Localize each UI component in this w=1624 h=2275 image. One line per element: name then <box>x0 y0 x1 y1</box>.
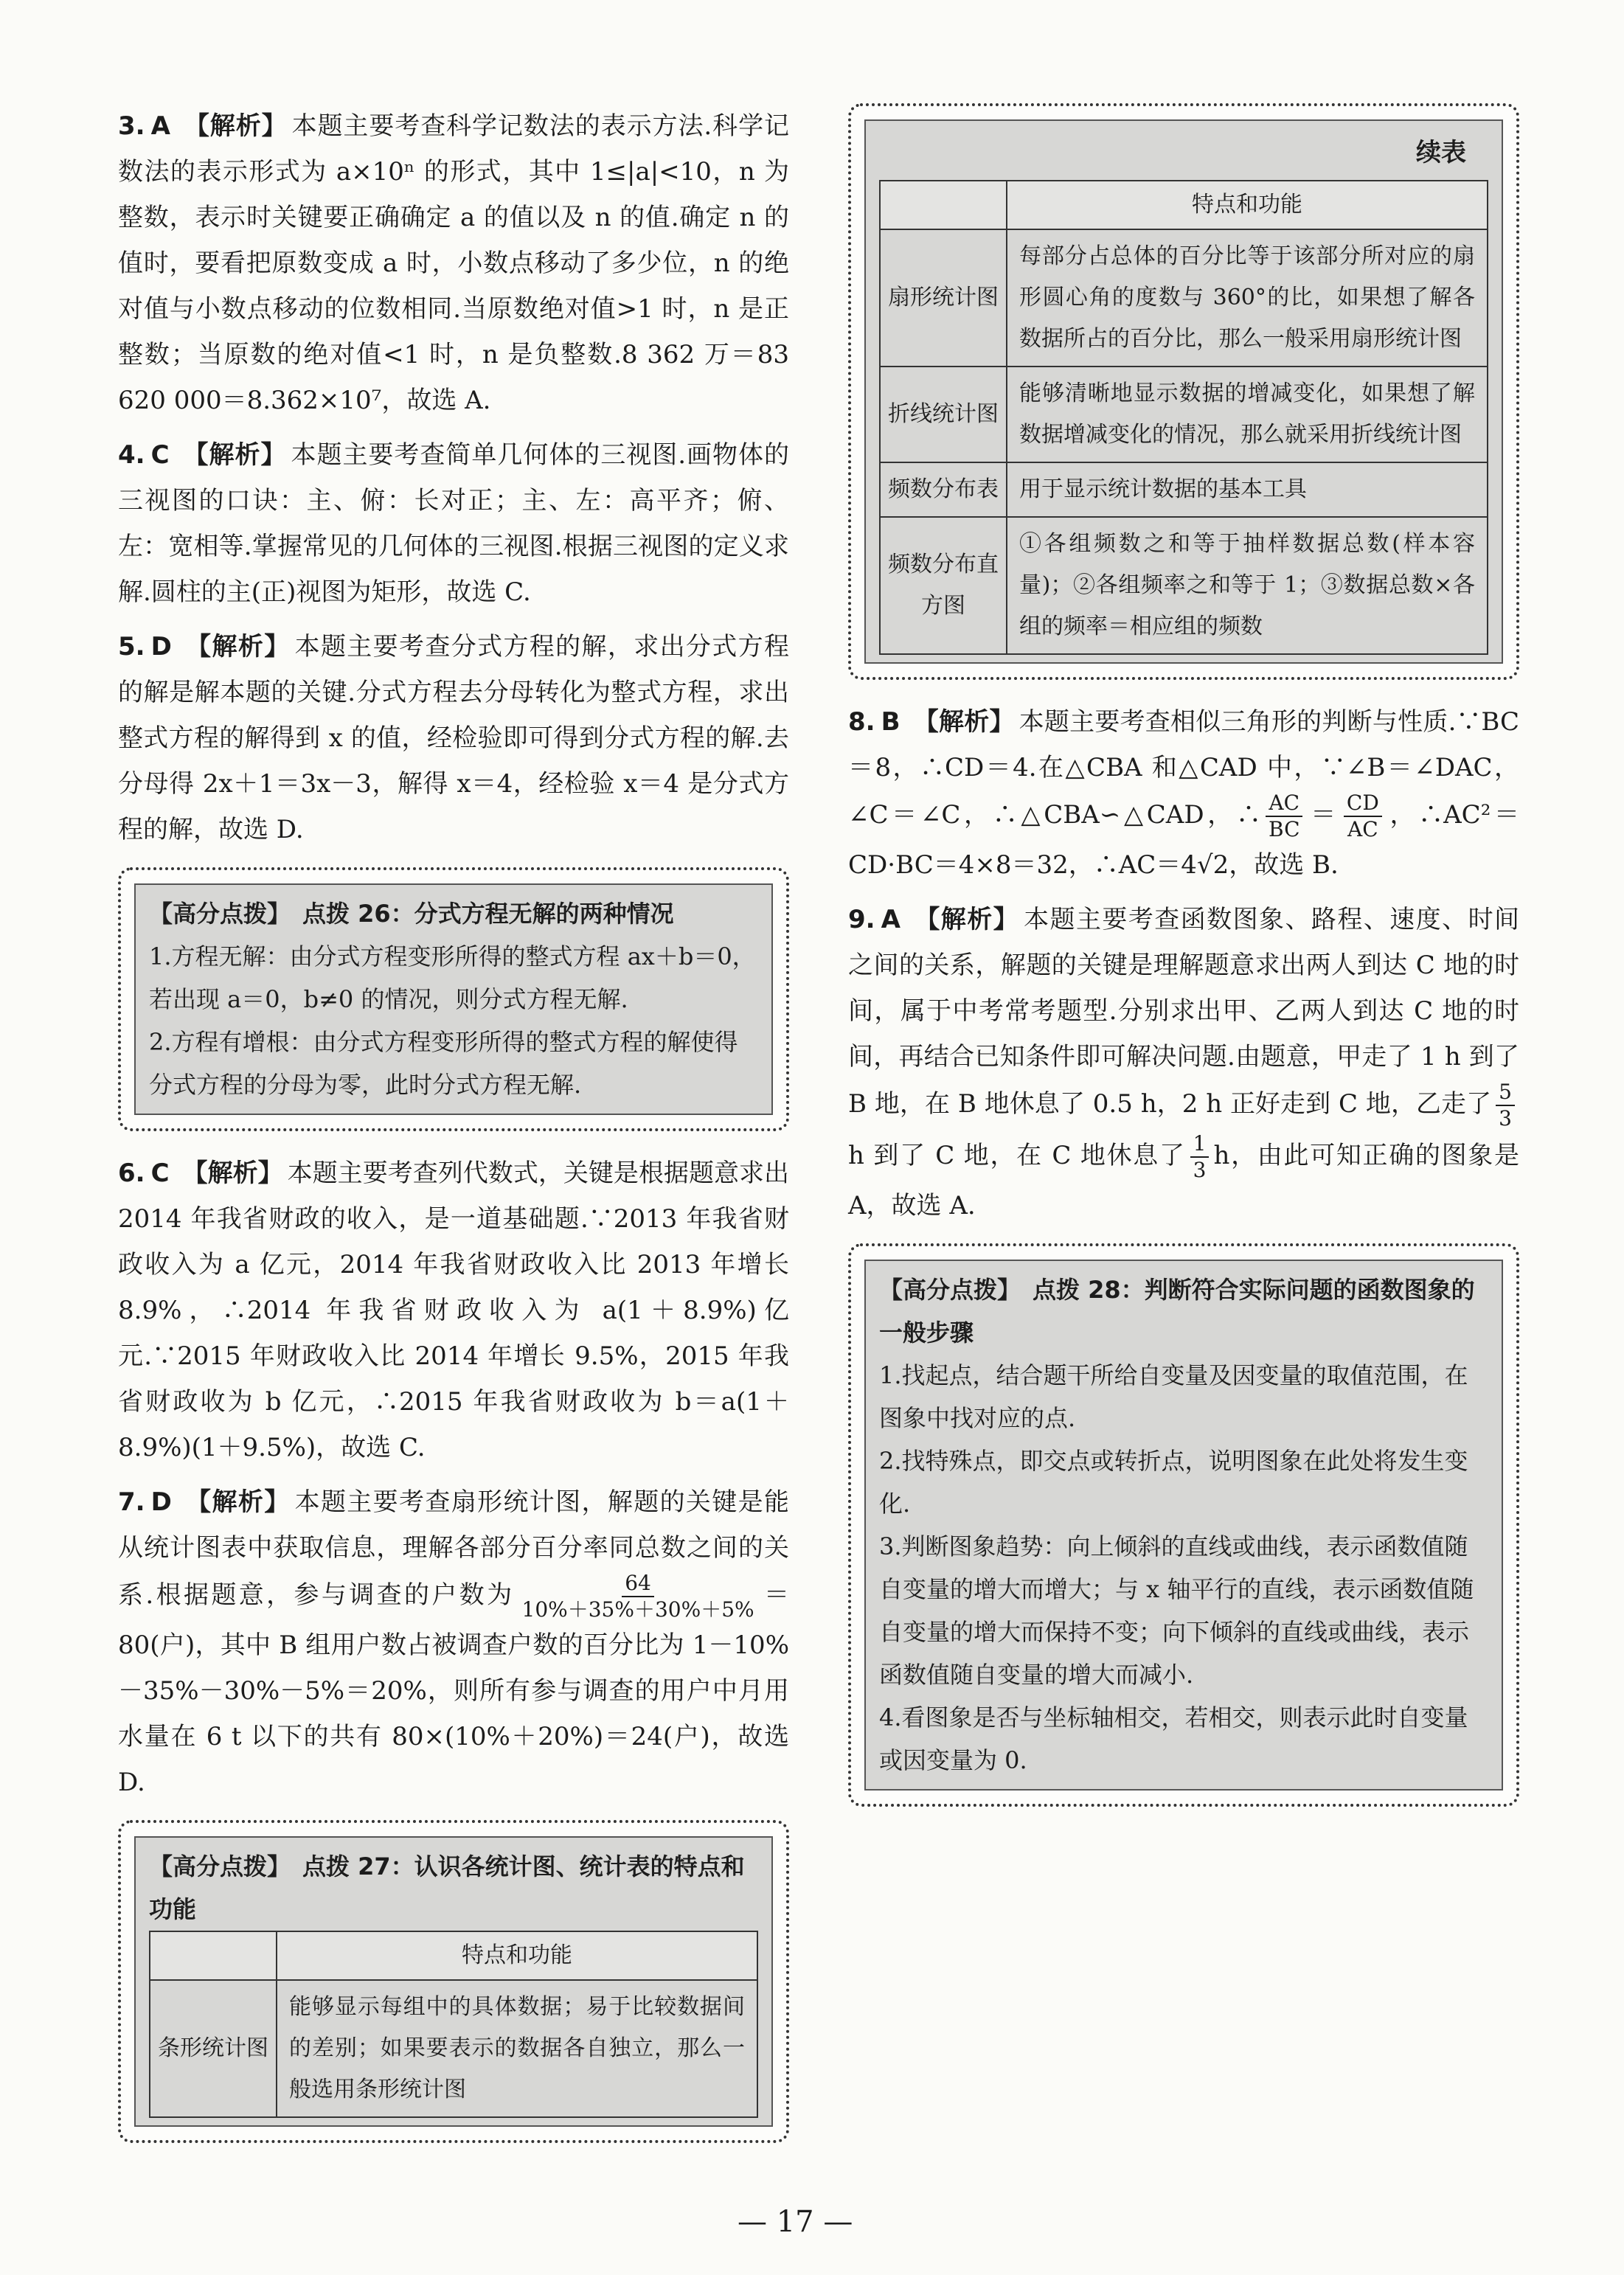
table-corner <box>150 1931 277 1980</box>
row-value: 用于显示统计数据的基本工具 <box>1007 462 1488 517</box>
left-column <box>118 103 789 2162</box>
tip-line: 1.找起点，结合题干所给自变量及因变量的取值范围，在图象中找对应的点. <box>879 1361 1468 1432</box>
fraction-denominator: BC <box>1268 817 1300 841</box>
answer-choice: A <box>150 111 170 141</box>
tip-content <box>864 119 1503 664</box>
stats-table <box>879 180 1488 655</box>
analysis-tag: 【解析】 <box>913 905 1020 934</box>
tip-box-28 <box>848 1243 1519 1807</box>
fraction-numerator: 64 <box>622 1571 654 1597</box>
row-value: 能够清晰地显示数据的增减变化，如果想了解数据增减变化的情况，那么就采用折线统计图 <box>1007 367 1488 462</box>
analysis-text: h 到了 C 地，在 C 地休息了 <box>848 1141 1186 1170</box>
right-column <box>848 103 1519 1826</box>
answer-8 <box>848 699 1519 888</box>
row-value: 能够显示每组中的具体数据；易于比较数据间的差别；如果要表示的数据各自独立，那么一般选用条形统计图 <box>277 1980 757 2117</box>
question-number: 7. <box>118 1487 145 1517</box>
answer-5 <box>118 624 789 852</box>
analysis-tag: 【解析】 <box>913 707 1015 737</box>
analysis-tag: 【解析】 <box>184 632 291 661</box>
answer-choice: D <box>150 1487 172 1517</box>
table-row <box>880 517 1488 654</box>
tip-line: 4.看图象是否与坐标轴相交，若相交，则表示此时自变量或因变量为 0. <box>879 1703 1468 1774</box>
analysis-tag: 【解析】 <box>182 1159 283 1188</box>
question-number: 4. <box>118 440 145 470</box>
tip-line: 3.判断图象趋势：向上倾斜的直线或曲线，表示函数值随自变量的增大而增大；与 x 轴平行的直线，表示函数值随自变量的增大而保持不变；向下倾斜的直线或曲线，表示函数值随自变量的增大而减小. <box>879 1532 1474 1689</box>
tip-line: 2.方程有增根：由分式方程变形所得的整式方程的解使得分式方程的分母为零，此时分式方程无解. <box>149 1028 738 1099</box>
answer-choice: A <box>881 905 901 934</box>
fraction-denominator: AC <box>1347 817 1378 841</box>
row-key: 折线统计图 <box>880 367 1007 462</box>
answer-choice: C <box>150 440 170 470</box>
fraction-numerator: 5 <box>1496 1080 1515 1106</box>
row-key: 频数分布表 <box>880 462 1007 517</box>
analysis-text: 本题主要考查科学记数法的表示方法.科学记数法的表示形式为 a×10ⁿ 的形式，其中 1≤|a|<10，n 为整数，表示时关键要正确确定 a 的值以及 n 的值.确定 n 的值时，要看把原数变成 a 时，小数点移动了多少位，n 的绝对值与小数点移动的位数相同.当原数绝对值>1 时，n 是正整数；当原数的绝对值<1 时，n 是负整数.8 362 万＝83 620 000＝8.362×10⁷，故选 A. <box>118 111 790 415</box>
table-col-header: 特点和功能 <box>277 1931 757 1980</box>
row-key: 扇形统计图 <box>880 229 1007 367</box>
table-corner <box>880 181 1007 229</box>
row-key: 频数分布直方图 <box>880 517 1007 654</box>
table-row <box>880 367 1488 462</box>
answer-choice: B <box>881 707 901 737</box>
fraction <box>519 1571 757 1622</box>
tip-box-27 <box>118 1820 789 2143</box>
answer-6 <box>118 1150 789 1470</box>
table-row <box>150 1980 757 2117</box>
fraction-numerator: AC <box>1266 791 1302 817</box>
analysis-text: 本题主要考查简单几何体的三视图.画物体的三视图的口诀：主、俯：长对正；主、左：高平齐；俯、左：宽相等.掌握常见的几何体的三视图.根据三视图的定义求解.圆柱的主(正)视图为矩形，故选 C. <box>118 440 790 607</box>
fraction <box>1190 1131 1210 1183</box>
answer-3 <box>118 103 789 423</box>
answer-7 <box>118 1479 789 1805</box>
tip-line: 1.方程无解：由分式方程变形所得的整式方程 ax＋b＝0，若出现 a＝0，b≠0 的情况，则分式方程无解. <box>149 942 756 1013</box>
row-value: 每部分占总体的百分比等于该部分所对应的扇形圆心角的度数与 360°的比，如果想了解各数据所占的百分比，那么一般采用扇形统计图 <box>1007 229 1488 367</box>
analysis-text: 本题主要考查函数图象、路程、速度、时间之间的关系，解题的关键是理解题意求出两人到达 C 地的时间，属于中考常考题型.分别求出甲、乙两人到达 C 地的时间，再结合已知条件即可解决问题.由题意，甲走了 1 h 到了 B 地，在 B 地休息了 0.5 h，2 h 正好走到 C 地，乙走了 <box>848 905 1520 1119</box>
tip-content <box>134 883 773 1115</box>
fraction <box>1266 791 1303 842</box>
fraction-numerator: CD <box>1344 791 1382 817</box>
question-number: 6. <box>118 1159 145 1188</box>
analysis-tag: 【解析】 <box>182 440 287 470</box>
fraction <box>1344 791 1382 842</box>
analysis-text: h，由此可知正确的图象是 A，故选 A. <box>848 1141 1519 1220</box>
analysis-text: ＝80(户)，其中 B 组用户数占被调查户数的百分比为 1－10%－35%－30%－5%＝20%，则所有参与调查的用户中月用水量在 6 t 以下的共有 80×(10%＋20%)＝24(户)，故选 D. <box>118 1580 790 1797</box>
analysis-text: 本题主要考查相似三角形的判断与性质.∵BC＝8，∴CD＝4.在△CBA 和△CAD 中，∵∠B＝∠DAC，∠C＝∠C，∴△CBA∽△CAD，∴ <box>848 707 1520 830</box>
question-number: 5. <box>118 632 145 661</box>
tip-heading: 【高分点拨】 点拨 28：判断符合实际问题的函数图象的一般步骤 <box>879 1276 1475 1347</box>
answer-9 <box>848 897 1519 1229</box>
fraction-denominator: 3 <box>1193 1158 1207 1182</box>
table-row <box>880 229 1488 367</box>
tip-box-26 <box>118 867 789 1131</box>
row-value: ①各组频数之和等于抽样数据总数(样本容量)；②各组频率之和等于 1；③数据总数×各组的频率＝相应组的频数 <box>1007 517 1488 654</box>
table-header-row <box>150 1931 757 1980</box>
tip-box-27-continued <box>848 103 1519 680</box>
fraction-denominator: 10%＋35%＋30%＋5% <box>521 1597 754 1622</box>
answer-choice: D <box>150 632 172 661</box>
page-number: — 17 — <box>738 2205 853 2239</box>
stats-table <box>149 1931 758 2118</box>
fraction <box>1496 1080 1515 1131</box>
tip-content <box>864 1260 1503 1791</box>
answer-choice: C <box>150 1159 170 1188</box>
fraction-denominator: 3 <box>1499 1106 1512 1130</box>
question-number: 8. <box>848 707 875 737</box>
question-number: 3. <box>118 111 145 141</box>
table-col-header: 特点和功能 <box>1007 181 1488 229</box>
analysis-text: 本题主要考查分式方程的解，求出分式方程的解是解本题的关键.分式方程去分母转化为整式方程，求出整式方程的解得到 x 的值，经检验即可得到分式方程的解.去分母得 2x＋1＝3x－3，解得 x＝4，经检验 x＝4 是分式方程的解，故选 D. <box>118 632 789 844</box>
continued-label: 续表 <box>1416 138 1466 167</box>
analysis-text: 本题主要考查列代数式，关键是根据题意求出 2014 年我省财政的收入，是一道基础题.∵2013 年我省财政收入为 a 亿元，2014 年我省财政收入比 2013 年增长 8.9%，∴2014 年我省财政收入为 a(1＋8.9%)亿元.∵2015 年财政收入比 2014 年增长 9.5%，2015 年我省财政收为 b 亿元，∴2015 年我省财政收为 b＝a(1＋8.9%)(1＋9.5%)，故选 C. <box>118 1159 790 1462</box>
analysis-text: ，∴AC²＝CD·BC＝4×8＝32，∴AC＝4√2，故选 B. <box>848 800 1520 880</box>
tip-content <box>134 1836 773 2127</box>
fraction-numerator: 1 <box>1190 1131 1210 1158</box>
analysis-tag: 【解析】 <box>184 1487 291 1517</box>
tip-line: 2.找特殊点，即交点或转折点，说明图象在此处将发生变化. <box>879 1447 1468 1518</box>
analysis-text: 本题主要考查扇形统计图，解题的关键是能从统计图表中获取信息，理解各部分百分率同总数之间的关系.根据题意，参与调查的户数为 <box>118 1487 789 1610</box>
analysis-tag: 【解析】 <box>183 111 288 141</box>
equals-sign: ＝ <box>1307 800 1339 830</box>
table-header-row <box>880 181 1488 229</box>
row-key: 条形统计图 <box>150 1980 277 2117</box>
answer-4 <box>118 432 789 615</box>
tip-heading: 【高分点拨】 点拨 26：分式方程无解的两种情况 <box>149 900 674 928</box>
table-row <box>880 462 1488 517</box>
tip-heading: 【高分点拨】 点拨 27：认识各统计图、统计表的特点和功能 <box>149 1852 745 1923</box>
question-number: 9. <box>848 905 875 934</box>
